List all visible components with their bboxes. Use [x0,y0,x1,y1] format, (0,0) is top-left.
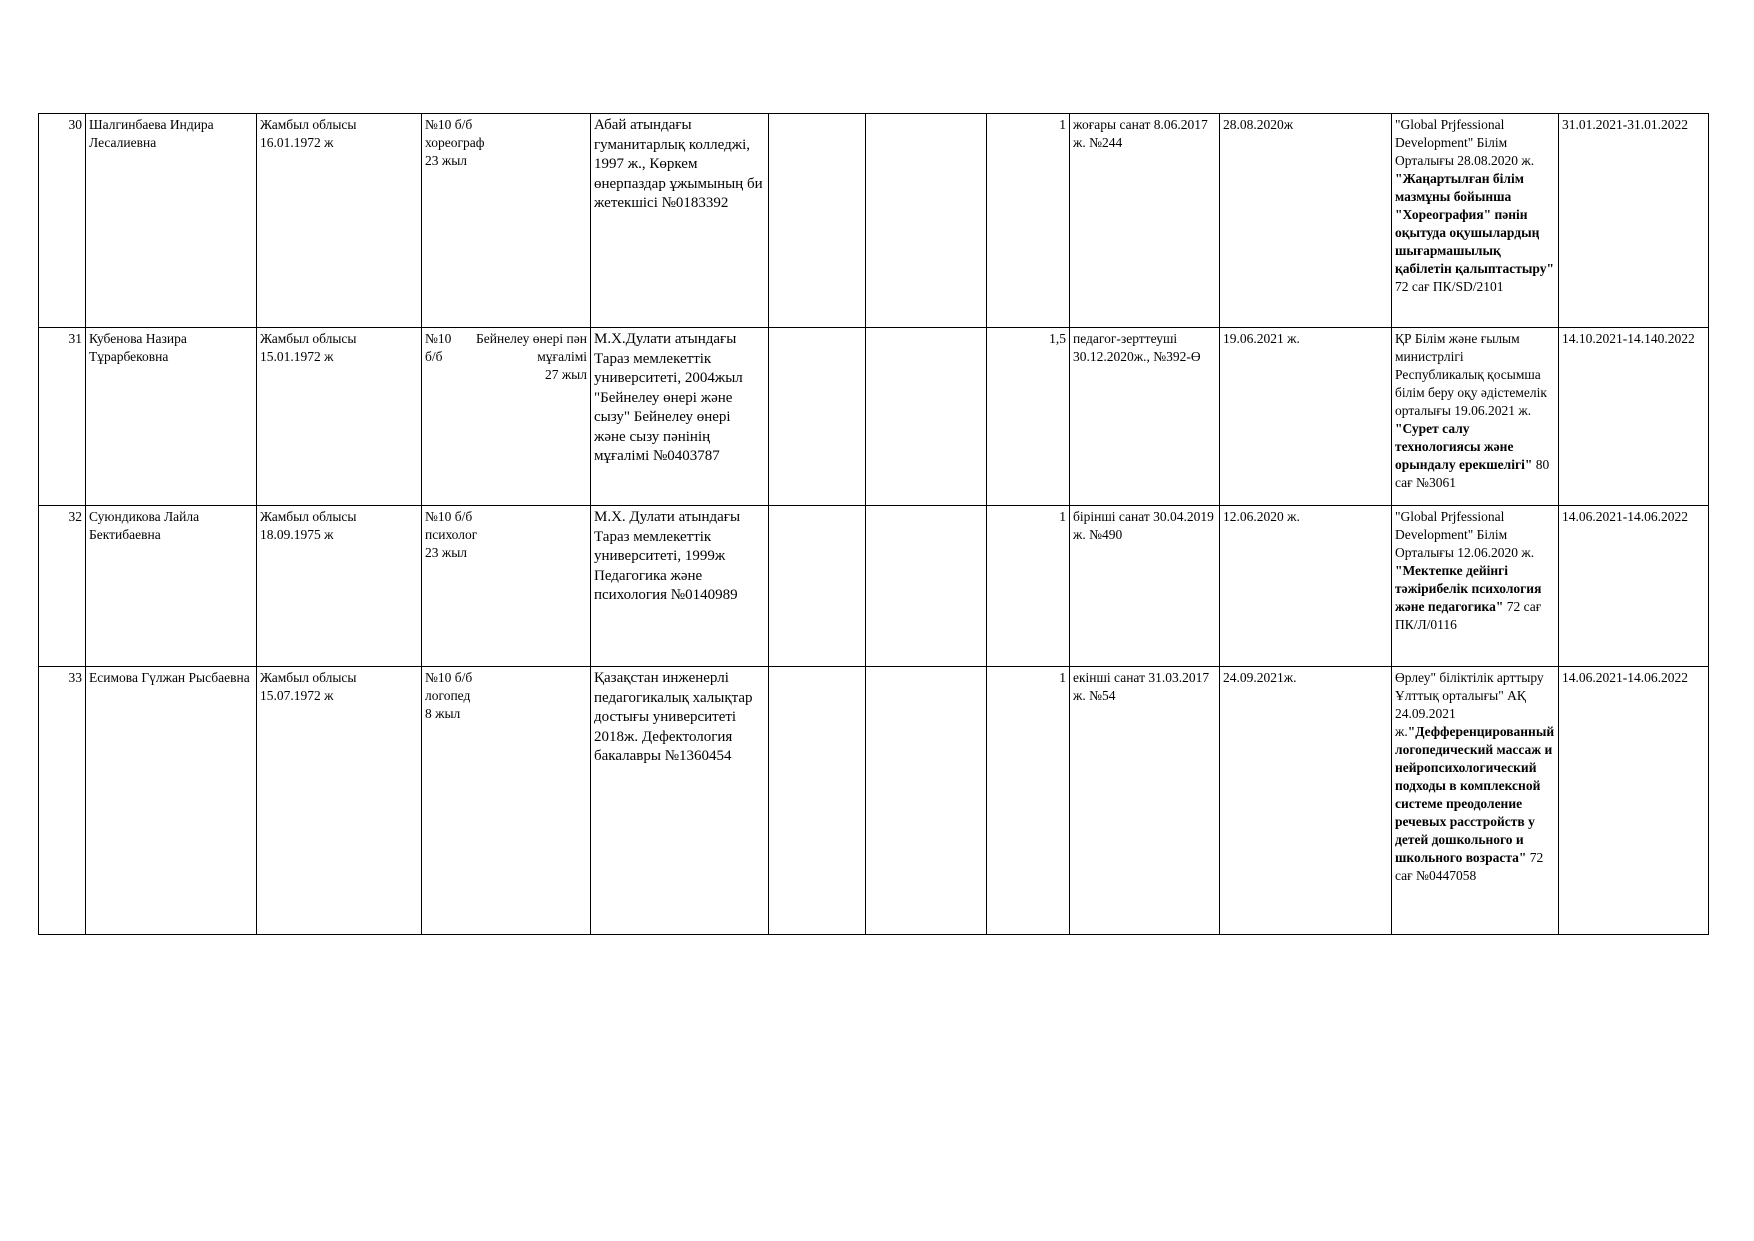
school: №10 б/б [425,117,473,132]
position: Бейнелеу өнері пән мұғалімі [476,331,587,364]
job-info [422,506,591,667]
birth-date: 15.07.1972 ж [260,688,334,703]
category: бірінші санат 30.04.2019 ж. №490 [1070,506,1220,667]
education: Абай атындағы гуманитарлық колледжі, 1997 ж., Көркем өнерпаздар ұжымының би жетекшісі №0183392 [591,114,769,328]
job-info [422,667,591,935]
experience: 23 жыл [425,545,468,560]
course-info [1392,506,1559,667]
course-info [1392,114,1559,328]
table-row [39,114,1709,328]
birth-info [257,328,422,506]
birth-region: Жамбыл облысы [260,331,357,346]
period: 14.06.2021-14.06.2022 [1559,667,1709,935]
period: 14.10.2021-14.140.2022 [1559,328,1709,506]
empty-cell [769,506,866,667]
course-provider: Өрлеу" біліктілік арттыру Ұлттық орталығы" АҚ 24.09.2021 ж. [1395,670,1544,739]
table-row [39,667,1709,935]
education: М.Х. Дулати атындағы Тараз мемлекеттік университеті, 1999ж Педагогика және психология №0140989 [591,506,769,667]
job-info [422,114,591,328]
birth-region: Жамбыл облысы [260,670,357,685]
experience: 23 жыл [425,153,468,168]
row-number: 30 [39,114,86,328]
full-name: Шалгинбаева Индира Лесалиевна [86,114,257,328]
school: №10 б/б [425,670,473,685]
birth-date: 18.09.1975 ж [260,527,334,542]
course-title: "Мектепке дейінгі тәжірибелік психология және педагогика" [1395,563,1542,614]
experience: 8 жыл [425,706,461,721]
course-provider: "Global Prjfessional Development" Білім Орталығы 12.06.2020 ж. [1395,509,1535,560]
birth-info [257,506,422,667]
job-info [422,328,591,506]
certification-date: 19.06.2021 ж. [1220,328,1392,506]
row-number: 32 [39,506,86,667]
course-hours: 80 сағ №3061 [1395,457,1550,490]
table-row [39,506,1709,667]
course-info [1392,667,1559,935]
position: психолог [425,527,478,542]
position: логопед [425,688,471,703]
row-number: 33 [39,667,86,935]
birth-region: Жамбыл облысы [260,117,357,132]
row-number: 31 [39,328,86,506]
staff-table [38,113,1709,935]
rate: 1 [987,114,1070,328]
school: №10 б/б [425,331,452,364]
certification-date: 28.08.2020ж [1220,114,1392,328]
course-title: "Жаңартылған білім мазмұны бойынша "Хореография" пәнін оқытуда оқушылардың шығармашылық қабілетін қалыптастыру" [1395,171,1554,276]
school-position-line [425,330,587,366]
birth-region: Жамбыл облысы [260,509,357,524]
course-title: "Сурет салу технологиясы және орындалу ерекшелігі" [1395,421,1533,472]
course-provider: "Global Prjfessional Development" Білім Орталығы 28.08.2020 ж. [1395,117,1535,168]
empty-cell [866,328,987,506]
birth-date: 16.01.1972 ж [260,135,334,150]
category: педагог-зерттеуші 30.12.2020ж., №392-Ө [1070,328,1220,506]
course-provider: ҚР Білім және ғылым министрлігі Республикалық қосымша білім беру оқу әдістемелік орталығы 19.06.2021 ж. [1395,331,1547,418]
birth-date: 15.01.1972 ж [260,349,334,364]
rate: 1,5 [987,328,1070,506]
course-hours: 72 сағ ПК/Л/0116 [1395,599,1542,632]
empty-cell [769,114,866,328]
course-hours: 72 сағ ПК/SD/2101 [1395,279,1504,294]
education: Қазақстан инженерлі педагогикалық халықтар достығы университеті 2018ж. Дефектология бакалавры №1360454 [591,667,769,935]
empty-cell [866,506,987,667]
certification-date: 12.06.2020 ж. [1220,506,1392,667]
category: екінші санат 31.03.2017 ж. №54 [1070,667,1220,935]
empty-cell [769,667,866,935]
birth-info [257,667,422,935]
course-hours: 72 сағ №0447058 [1395,850,1544,883]
rate: 1 [987,667,1070,935]
position: хореограф [425,135,485,150]
experience: 27 жыл [544,367,587,382]
full-name: Есимова Гүлжан Рысбаевна [86,667,257,935]
full-name: Суюндикова Лайла Бектибаевна [86,506,257,667]
school: №10 б/б [425,509,473,524]
period: 31.01.2021-31.01.2022 [1559,114,1709,328]
rate: 1 [987,506,1070,667]
category: жоғары санат 8.06.2017 ж. №244 [1070,114,1220,328]
full-name: Кубенова Назира Тұрарбековна [86,328,257,506]
empty-cell [866,114,987,328]
period: 14.06.2021-14.06.2022 [1559,506,1709,667]
empty-cell [866,667,987,935]
education: М.Х.Дулати атындағы Тараз мемлекеттік университеті, 2004жыл "Бейнелеу өнері және сызу" Бейнелеу өнері және сызу пәнінің мұғалімі №0403787 [591,328,769,506]
course-title: "Деффеpенциpованный логопедический массаж и нейропсихологический подходы в комплексной системе преодоление речевых расстройств у детей дошкольного и школьного возраста" [1395,724,1555,865]
course-info [1392,328,1559,506]
table-row [39,328,1709,506]
certification-date: 24.09.2021ж. [1220,667,1392,935]
empty-cell [769,328,866,506]
birth-info [257,114,422,328]
